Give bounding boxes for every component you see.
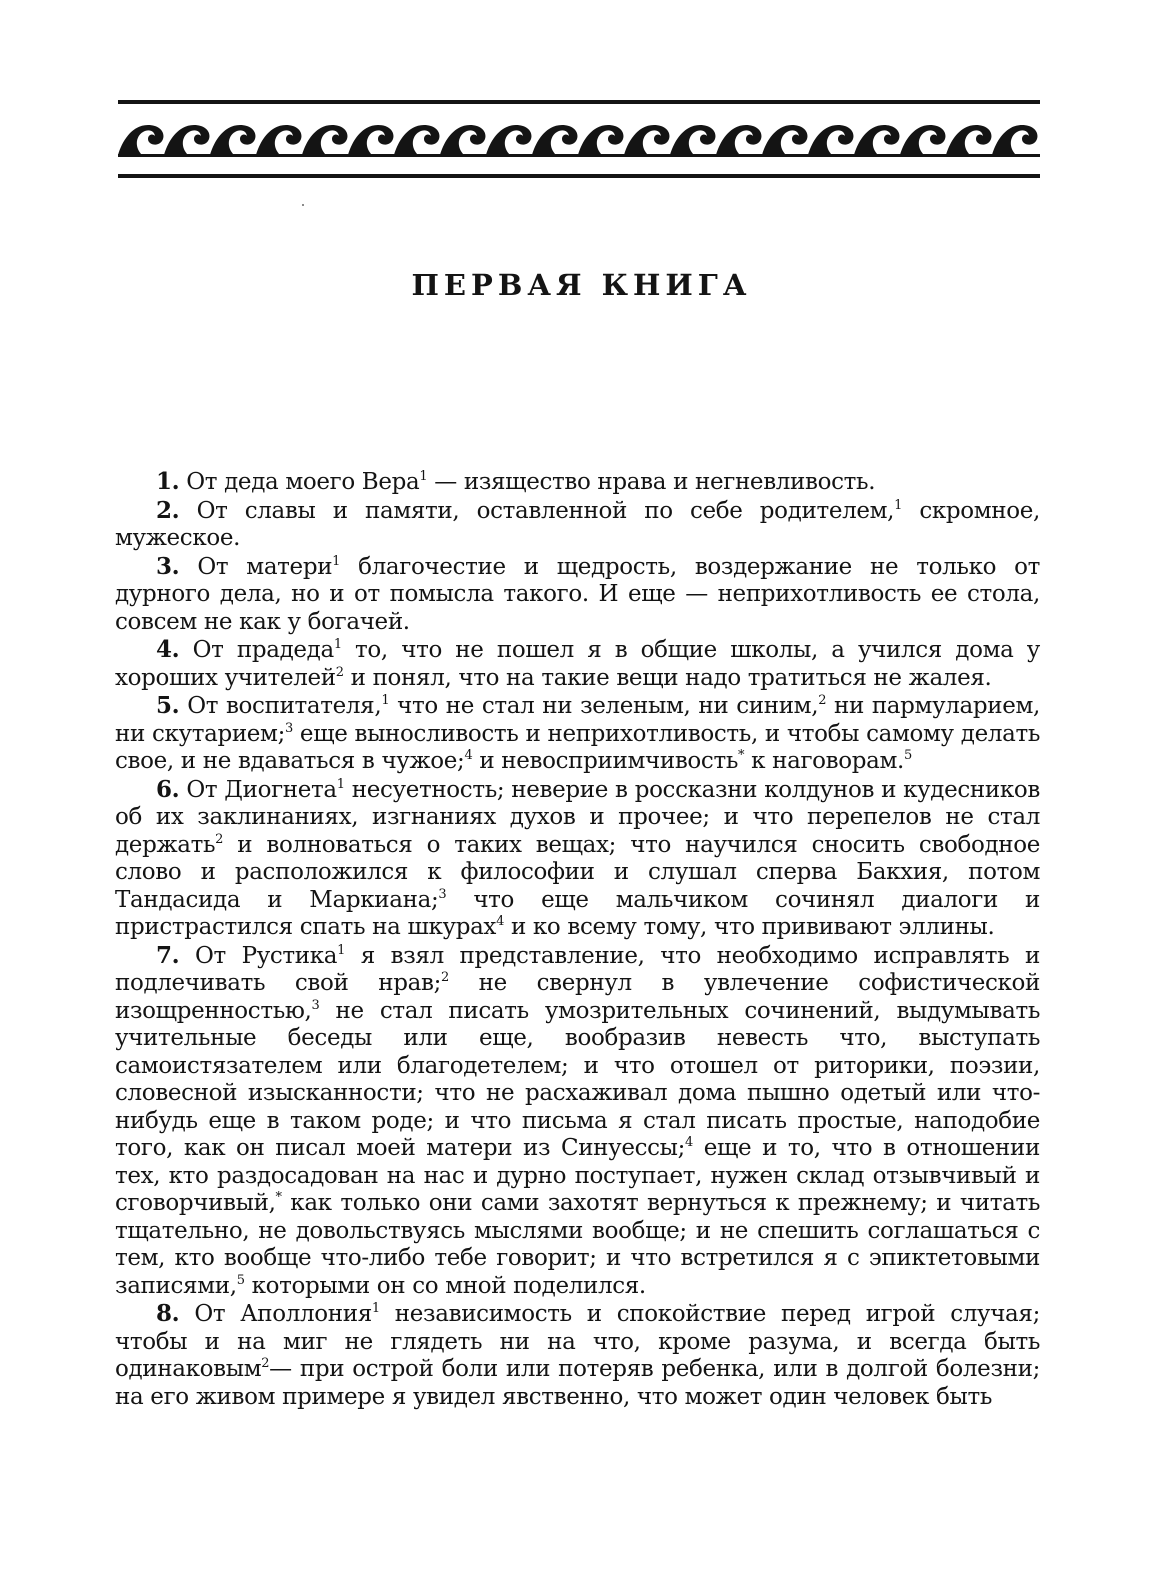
wave-scroll <box>670 125 715 155</box>
paragraph-2: 2. От славы и памяти, оставленной по себе родителем,$^1$ скромное, мужеское. <box>115 496 1040 551</box>
paragraph-3: 3. От матери$^1$ благочестие и щедрость, воздержание не только от дурного дела, но и от помысла такого. И еще — неприхотливость ее стола, совсем не как у богачей. <box>115 552 1040 635</box>
paragraph-8: 8. От Аполлония$^1$ независимость и спокойствие перед игрой случая; чтобы и на миг не глядеть ни на что, кроме разума, и всегда быть одинаковым$^2$— при острой боли или потеряв ребенка, или в долгой болезни; на его живом примере я увидел явственно, что может один человек быть <box>115 1300 1040 1410</box>
paragraph-1: 1. От деда моего Вера$^1$ — изящество нрава и негневливость. <box>156 468 876 495</box>
wave-scroll <box>762 125 807 155</box>
wave-scroll <box>348 125 393 155</box>
body-text <box>115 468 1040 1411</box>
wave-scroll <box>210 125 255 155</box>
paragraph-5: 5. От воспитателя,$^1$ что не стал ни зеленым, ни синим,$^2$ ни пармуларием, ни скутарием;$^3$ еще выносливость и неприхотливость, и чтобы самому делать свое, и не вдаваться в чужое;$^4$ и невосприимчивость* к наговорам.$^5$ <box>115 692 1041 774</box>
wave-scroll <box>992 125 1037 155</box>
wave-scroll <box>946 125 991 155</box>
wave-border-icon <box>118 100 1040 182</box>
wave-scroll <box>578 125 623 155</box>
book-title: ПЕРВАЯ КНИГА <box>411 268 752 302</box>
wave-scroll <box>486 125 531 155</box>
wave-scroll <box>854 125 899 155</box>
paragraph-4: 4. От прадеда$^1$ то, что не пошел я в общие школы, а учился дома у хороших учителей$^2$ и понял, что на такие вещи надо тратиться не жалея. <box>115 636 1040 691</box>
wave-scroll <box>900 125 945 155</box>
paragraph-6: 6. От Диогнета$^1$ несуетность; неверие в россказни колдунов и кудесников об их заклинаниях, изгнаниях духов и прочее; и что перепелов не стал держать$^2$ и волноваться о таких вещах; что научился сносить свободное слово и расположился к философии и слушал сперва Бакхия, потом Тандасида и Маркиана;$^3$ что еще мальчиком сочинял диалоги и пристрастился спать на шкурах$^4$ и ко всему тому, что прививают эллины. <box>115 775 1040 940</box>
wave-scroll <box>440 125 485 155</box>
wave-scroll <box>118 125 163 155</box>
wave-scroll <box>164 125 209 155</box>
wave-scroll <box>716 125 761 155</box>
paragraph-7: 7. От Рустика$^1$ я взял представление, что необходимо исправлять и подлечивать свой нрав;$^2$ не свернул в увлечение софистической изощренностью,$^3$ не стал писать умозрительных сочинений, выдумывать учительные беседы или еще, вообразив невесть что, выступать самоистязателем или благодетелем; и что отошел от риторики, поэзии, словесной изысканности; что не расхаживал дома пышно одетый или что-нибудь еще в таком роде; и что письма я стал писать простые, наподобие того, как он писал моей матери из Синуессы;$^4$ еще и то, что в отношении тех, кто раздосадован на нас и дурно поступает, нужен склад отзывчивый и сговорчивый,* как только они сами захотят вернуться к прежнему; и читать тщательно, не довольствуясь мыслями вообще; и не спешить соглашаться с тем, кто вообще что-либо тебе говорит; и что встретился я с эпиктетовыми записями,$^5$ которыми он со мной поделился. <box>115 941 1040 1299</box>
wave-scroll <box>808 125 853 155</box>
wave-scroll <box>256 125 301 155</box>
wave-scroll <box>624 125 669 155</box>
wave-scroll <box>394 125 439 155</box>
wave-scroll <box>302 125 347 155</box>
wave-scroll <box>532 125 577 155</box>
speck <box>302 204 304 206</box>
